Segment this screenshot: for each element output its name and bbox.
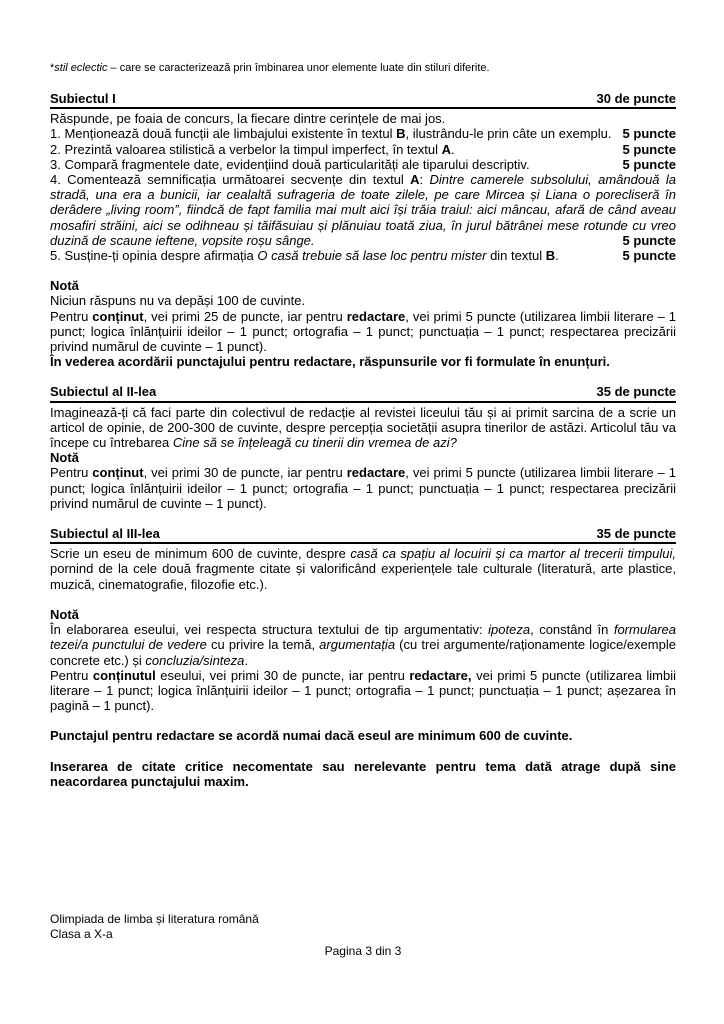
- text-run: conținut: [92, 308, 144, 324]
- text-run: redactare: [346, 308, 406, 324]
- text-run: 3. Compară fragmentele date, evidențiind două particularități ale tiparului descriptiv.: [50, 156, 530, 172]
- text-run: 2. Prezintă valoarea stilistică a verbelor la timpul imperfect, în textul: [50, 141, 442, 157]
- text-run: , vei primi 5 puncte (utilizarea limbii literare – 1 punct; logica înlănțuirii ideilor – 1 punct; ortografia – 1 punct; punctuația – 1 punct; respectarea precizării privind numărul de cuvinte – 1 punct).: [50, 465, 676, 511]
- text-run: .: [555, 248, 559, 264]
- spacer: [50, 744, 676, 759]
- paragraph: [50, 465, 676, 511]
- text-run: stil eclectic: [54, 62, 108, 74]
- text-run: din textul: [486, 248, 546, 264]
- section-points: 35 de puncte: [596, 384, 676, 400]
- text-run: .: [451, 141, 455, 157]
- text-run: :: [419, 172, 430, 188]
- text-run: casă ca spațiu al locuirii și ca martor al trecerii timpului,: [350, 546, 676, 562]
- section-header: [50, 526, 676, 544]
- paragraph: [50, 172, 676, 248]
- section-header: [50, 384, 676, 402]
- text-run: Pentru: [50, 465, 93, 481]
- text-run: redactare,: [409, 667, 472, 683]
- paragraph: [50, 293, 676, 308]
- text-run: ipoteza: [488, 622, 531, 638]
- text-run: B: [545, 248, 556, 264]
- text-run: În vederea acordării punctajului pentru redactare, răspunsurile vor fi formulate în enunțuri.: [50, 354, 610, 370]
- text-run: redactare: [346, 465, 406, 481]
- text-run: Inserarea de citate critice necomentate sau nerelevante pentru tema dată atrage după sine neacordarea punctajului maxim.: [50, 758, 676, 789]
- text-run: A: [410, 172, 420, 188]
- text-run: (cu trei argumente/raționamente logice/exemple concrete etc.) și: [50, 637, 676, 668]
- text-run: – care se caracterizează prin îmbinarea unor elemente luate din stiluri diferite.: [107, 62, 490, 74]
- paragraph: [50, 142, 676, 157]
- text-run: conținutul: [92, 667, 156, 683]
- text-run: *: [50, 62, 55, 74]
- text-run: .: [244, 652, 248, 668]
- paragraph: [50, 759, 676, 789]
- document-content: [50, 62, 676, 789]
- footer-class-line: Clasa a X-a: [50, 927, 113, 941]
- text-run: conținut: [92, 465, 144, 481]
- text-run: Imaginează-ți că faci parte din colectivul de redacție al revistei liceului tău și ai primit sarcina de a scrie un articol de opinie, de 200-300 de cuvinte, despre percepția societății asupra tinerilor de astăzi. Articolul tău va începe cu întrebarea: [50, 404, 676, 451]
- text-run: Pentru: [50, 667, 93, 683]
- paragraph: [50, 546, 676, 592]
- text-run: Niciun răspuns nu va depăși 100 de cuvinte.: [50, 293, 306, 309]
- text-run: Răspunde, pe foaia de concurs, la fiecare dintre cerințele de mai jos.: [50, 111, 446, 127]
- text-run: formularea tezei/a punctului de vedere: [50, 622, 676, 653]
- paragraph: [50, 278, 676, 293]
- page-number: Pagina 3 din 3: [324, 944, 402, 958]
- text-run: , vei primi 25 de puncte, iar pentru: [143, 308, 347, 324]
- section-header: [50, 91, 676, 109]
- section-subiectul-al-iii-lea: [50, 526, 676, 789]
- text-run: 1. Menționează două funcții ale limbajului existente în textul: [50, 126, 397, 142]
- text-run: Notă: [50, 450, 79, 466]
- section-subiectul-i: [50, 91, 676, 369]
- paragraph: [50, 126, 676, 141]
- paragraph: [50, 728, 676, 743]
- text-run: B: [396, 126, 406, 142]
- text-run: , constând în: [530, 622, 614, 638]
- paragraph: [50, 248, 676, 263]
- text-run: 5. Susține-ți opinia despre afirmația: [50, 248, 258, 264]
- paragraph: [50, 309, 676, 355]
- text-run: vei primi 5 puncte (utilizarea limbii literare – 1 punct; logica înlănțuirii ideilor – 1 punct; ortografia – 1 punct; punctuația – 1 punct; așezarea în pagină – 1 punct).: [50, 667, 677, 714]
- text-run: , vei primi 30 de puncte, iar pentru: [143, 465, 347, 481]
- points-label: 5 puncte: [617, 233, 676, 248]
- paragraph: [50, 405, 676, 451]
- text-run: Dintre camerele subsolului, amândouă la stradă, una era a bunicii, iar cealaltă sufrageria de toate zilele, pe care Mircea și Liana o porecliseră în derâdere „living room”, fiindcă de fapt familia mai mult aici își trăia traiul: aici mâncau, afară de când aveau mosafiri străini, aici se odihneau și tăifăsuiau și plănuiau toată ziua, în jurul bătrânei mese rotunde cu vreo duzină de scaune ieftene, vopsite roșu sânge.: [50, 172, 676, 248]
- text-run: O casă trebuie să lase loc pentru mister: [257, 248, 487, 264]
- paragraph: [50, 607, 676, 622]
- text-run: Punctajul pentru redactare se acordă numai dacă eseul are minimum 600 de cuvinte.: [50, 728, 573, 744]
- section-subiectul-al-ii-lea: [50, 384, 676, 511]
- paragraph: [50, 450, 676, 465]
- points-label: 5 puncte: [617, 248, 676, 263]
- text-run: Scrie un eseu de minimum 600 de cuvinte, despre: [50, 546, 351, 562]
- text-run: , vei primi 5 puncte (utilizarea limbii literare – 1 punct; logica înlănțuirii ideilor – 1 punct; ortografia – 1 punct; punctuația – 1 punct; respectarea precizării privind numărul de cuvinte – 1 punct).: [50, 308, 676, 355]
- points-label: 5 puncte: [617, 157, 676, 172]
- points-label: 5 puncte: [617, 126, 676, 141]
- text-run: A: [441, 141, 452, 157]
- text-run: Notă: [50, 278, 79, 294]
- text-run: argumentația: [319, 637, 396, 653]
- text-run: 4. Comentează semnificația următoarei secvențe din textul: [50, 172, 411, 188]
- text-run: Cine să se înțeleagă cu tinerii din vremea de azi?: [172, 435, 457, 451]
- footer-olympiad-line: Olimpiada de limba și literatura română: [50, 912, 259, 926]
- text-run: eseului, vei primi 30 de puncte, iar pentru: [155, 667, 410, 683]
- paragraph: [50, 354, 676, 369]
- spacer: [50, 592, 676, 607]
- text-run: concluzia/sinteza: [145, 652, 245, 668]
- spacer: [50, 713, 676, 728]
- text-run: Notă: [50, 606, 79, 622]
- section-points: 30 de puncte: [596, 91, 676, 106]
- text-run: Pentru: [50, 308, 93, 324]
- paragraph: [50, 622, 676, 668]
- text-run: , ilustrându-le prin câte un exemplu.: [405, 126, 612, 142]
- spacer: [50, 263, 676, 278]
- section-title: Subiectul al III-lea: [50, 526, 160, 542]
- paragraph: [50, 111, 676, 126]
- page-footer: [50, 912, 676, 959]
- section-title: Subiectul I: [50, 91, 116, 106]
- text-run: În elaborarea eseului, vei respecta structura textului de tip argumentativ:: [50, 622, 489, 638]
- footnote: [50, 62, 676, 75]
- sections: [50, 91, 676, 789]
- section-points: 35 de puncte: [596, 526, 676, 542]
- section-title: Subiectul al II-lea: [50, 384, 157, 400]
- points-label: 5 puncte: [617, 142, 676, 157]
- paragraph: [50, 157, 676, 172]
- paragraph: [50, 668, 676, 714]
- text-run: cu privire la temă,: [206, 637, 320, 653]
- text-run: pornind de la cele două fragmente citate și valorificând experiențele tale culturale (literatură, arte plastice, muzică, cinematografie, filozofie etc.).: [50, 561, 676, 592]
